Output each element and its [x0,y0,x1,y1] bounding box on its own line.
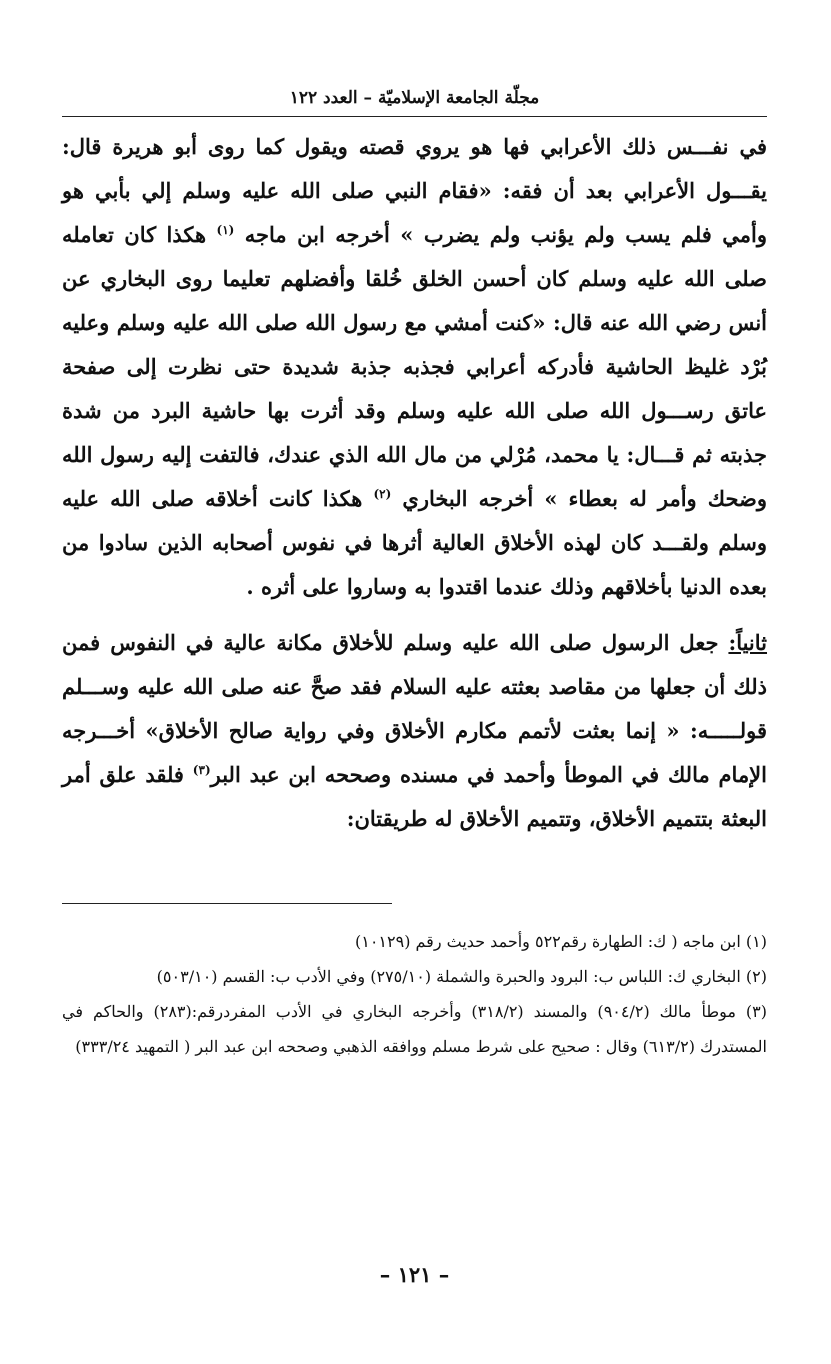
text-line: فلقد [145,762,193,787]
footnotes [62,924,767,1064]
text-line: في نفـــس ذلك الأعرابي فها هو يروي قصته ويقول كما روى أبو هريرة قال: [62,134,767,159]
section-lead: ثانياً: [728,630,768,655]
footnote-ref[interactable]: (١) [216,223,235,237]
text-line: هكذا كان تعامله صلى الله عليه وسلم كان أحسن الخلق خُلقا وأفضلهم تعليما روى البخاري عن أنس [62,222,768,335]
text-line: ولقـــد كان لهذه الأخلاق العالية أثرها في نفوس أصحابه الذين سادوا من بعده [62,530,767,599]
footnote: (٣) موطأ مالك (٩٠٤/٢) والمسند (٣١٨/٢) وأخرجه البخاري في الأدب المفردرقم:(٢٨٣) والحاكم في المستدرك (٦١٣/٢) وقال : صحيح على شرط مسلم ووافقه الذهبي وصححه ابن عبد البر ( التمهيد ٣٣٣/٢٤) [62,1002,767,1056]
footnote: (١) ابن ماجه ( ك: الطهارة رقم٥٢٢ وأحمد حديث رقم (١٠١٢٩) [354,932,767,951]
page-number: – ١٢١ – [379,1262,450,1287]
page [62,84,767,1314]
text-line: وســـلم قولـــــه: « إنما بعثت لأتمم مكارم الأخلاق وفي رواية صالح الأخلاق» [62,674,767,743]
footnote-divider [62,903,392,904]
journal-title: مجلّة الجامعة الإسلاميّة – العدد ١٢٢ [289,88,540,108]
main-text [62,125,767,841]
text-line: يقـــول الأعرابي بعد أن فقه: «فقام النبي صلى الله عليه وسلم إلي بأبي هو وأمي [62,178,768,247]
footnote-ref[interactable]: (٢) [373,487,392,501]
paragraph [62,125,767,609]
footnote: (٢) البخاري ك: اللباس ب: البرود والحبرة والشملة (٢٧٥/١٠) وفي الأدب ب: القسم (٥٠٣/١٠) [156,967,767,986]
footnote-ref[interactable]: (٣) [192,763,211,777]
text-line: رضي الله عنه قال: «كنت أمشي مع رسول الله صلى الله عليه وسلم وعليه بُرْد [62,310,768,379]
paragraph [62,621,767,841]
text-line: علق أمر البعثة بتتميم الأخلاق، وتتميم الأخلاق له طريقتان: [62,762,767,831]
text-line: فلم يسب ولم يؤنب ولم يضرب » أخرجه ابن ماجه [234,222,712,247]
text-line: غليظ الحاشية فأدركه أعرابي فجذبه جذبة شديدة حتى نظرت إلى صفحة عاتق [62,354,768,423]
text-line: رســـول الله صلى الله عليه وسلم وقد أثرت بها حاشية البرد من شدة جذبته ثم [62,398,768,467]
text-line: جعل الرسول صلى الله عليه وسلم للأخلاق مكانة عالية في النفوس [110,630,729,655]
text-line: الدنيا بأخلاقهم وذلك عندما اقتدوا به وساروا على أثره . [246,574,722,599]
header-divider [62,116,767,117]
text-line: وأمر له بعطاء » أخرجه البخاري [391,486,697,511]
running-header [62,84,767,112]
text-line: هكذا كانت أخلاقه صلى الله عليه وسلم [62,486,767,555]
text-line: قـــال: يا محمد، مُرْلي من مال الله الذي عندك، فالتفت إليه رسول الله وضحك [62,442,768,511]
text-line: فمن ذلك أن جعلها من مقاصد بعثته عليه السلام فقد صحَّ عنه صلى الله عليه [62,630,768,699]
text-line: أخـــرجه الإمام مالك في الموطأ وأحمد في مسنده وصححه ابن عبد البر [62,718,767,787]
